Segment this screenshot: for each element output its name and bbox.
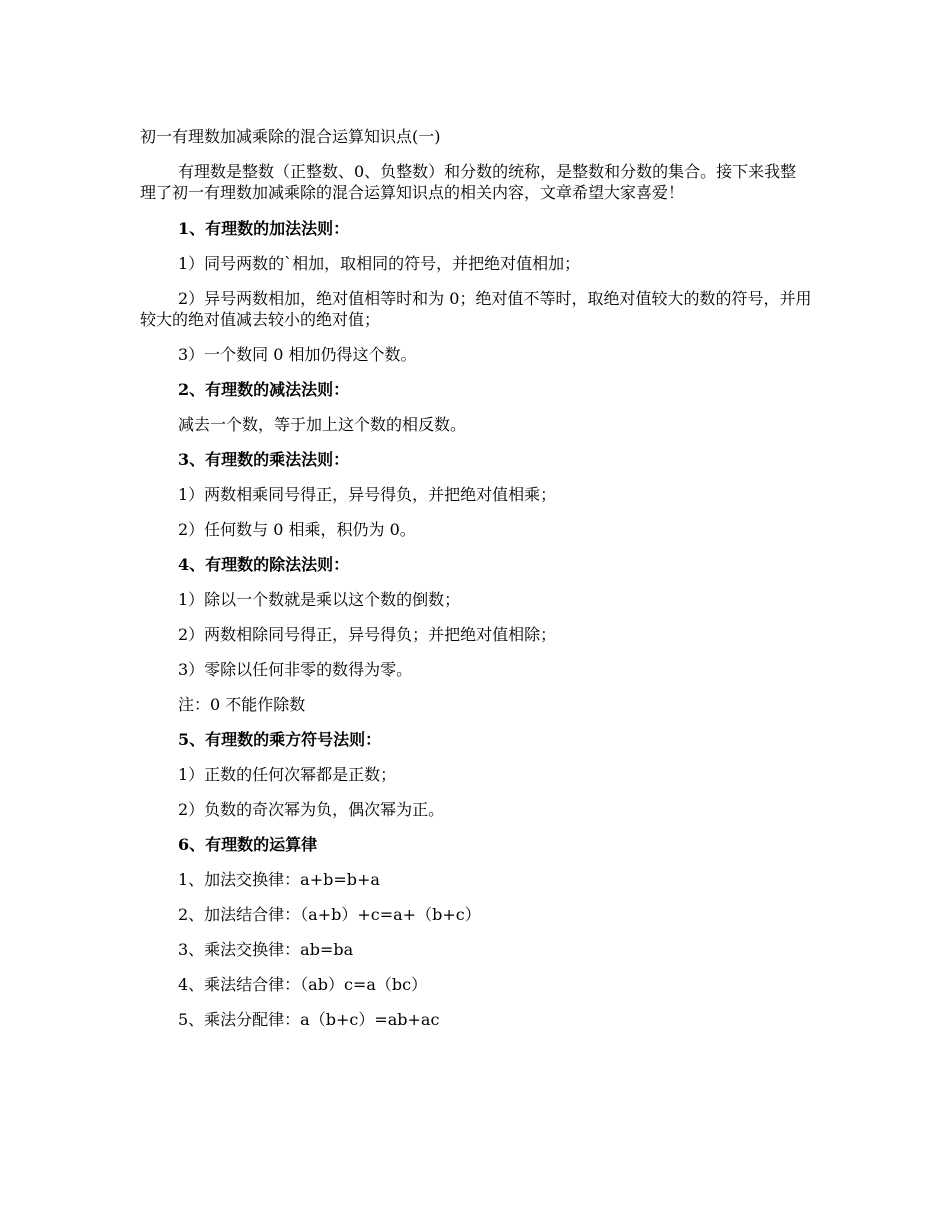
section-heading: 6、有理数的运算律: [178, 835, 318, 854]
law-item: 3、乘法交换律：ab=ba: [178, 940, 354, 959]
section-heading: 2、有理数的减法法则：: [178, 380, 350, 399]
rule-item: 1）正数的任何次幂都是正数；: [178, 765, 397, 784]
law-item: 5、乘法分配律：a（b+c）=ab+ac: [178, 1010, 440, 1029]
intro-paragraph: 有理数是整数（正整数、0、负整数）和分数的统称，是整数和分数的集合。接下来我整理了初一有理数加减乘除的混合运算知识点的相关内容，文章希望大家喜爱！: [140, 162, 797, 202]
note-item: 注：0 不能作除数: [178, 695, 306, 714]
document-title: 初一有理数加减乘除的混合运算知识点(一): [140, 127, 441, 146]
law-item: 1、加法交换律：a+b=b+a: [178, 870, 380, 889]
rule-item: 1）两数相乘同号得正，异号得负，并把绝对值相乘；: [178, 485, 557, 504]
rule-item: 2）异号两数相加，绝对值相等时和为 0；绝对值不等时，取绝对值较大的数的符号，并用较大的绝对值减去较小的绝对值；: [140, 289, 812, 329]
rule-item: 2）负数的奇次幂为负，偶次幂为正。: [178, 800, 445, 819]
rule-item: 2）两数相除同号得正，异号得负；并把绝对值相除；: [178, 625, 557, 644]
document-body: [140, 126, 812, 1044]
law-item: 2、加法结合律：（a+b）+c=a+（b+c）: [178, 905, 481, 924]
rule-item: 2）任何数与 0 相乘，积仍为 0。: [178, 520, 416, 539]
section-heading: 3、有理数的乘法法则：: [178, 450, 350, 469]
section-heading: 4、有理数的除法法则：: [178, 555, 350, 574]
rule-item: 减去一个数，等于加上这个数的相反数。: [178, 415, 467, 434]
law-item: 4、乘法结合律：（ab）c=a（bc）: [178, 975, 428, 994]
section-heading: 5、有理数的乘方符号法则：: [178, 730, 382, 749]
rule-item: 3）零除以任何非零的数得为零。: [178, 660, 413, 679]
rule-item: 3）一个数同 0 相加仍得这个数。: [178, 345, 417, 364]
rule-item: 1）除以一个数就是乘以这个数的倒数；: [178, 590, 461, 609]
section-heading: 1、有理数的加法法则：: [178, 219, 350, 238]
rule-item: 1）同号两数的`相加，取相同的符号，并把绝对值相加；: [178, 254, 581, 273]
